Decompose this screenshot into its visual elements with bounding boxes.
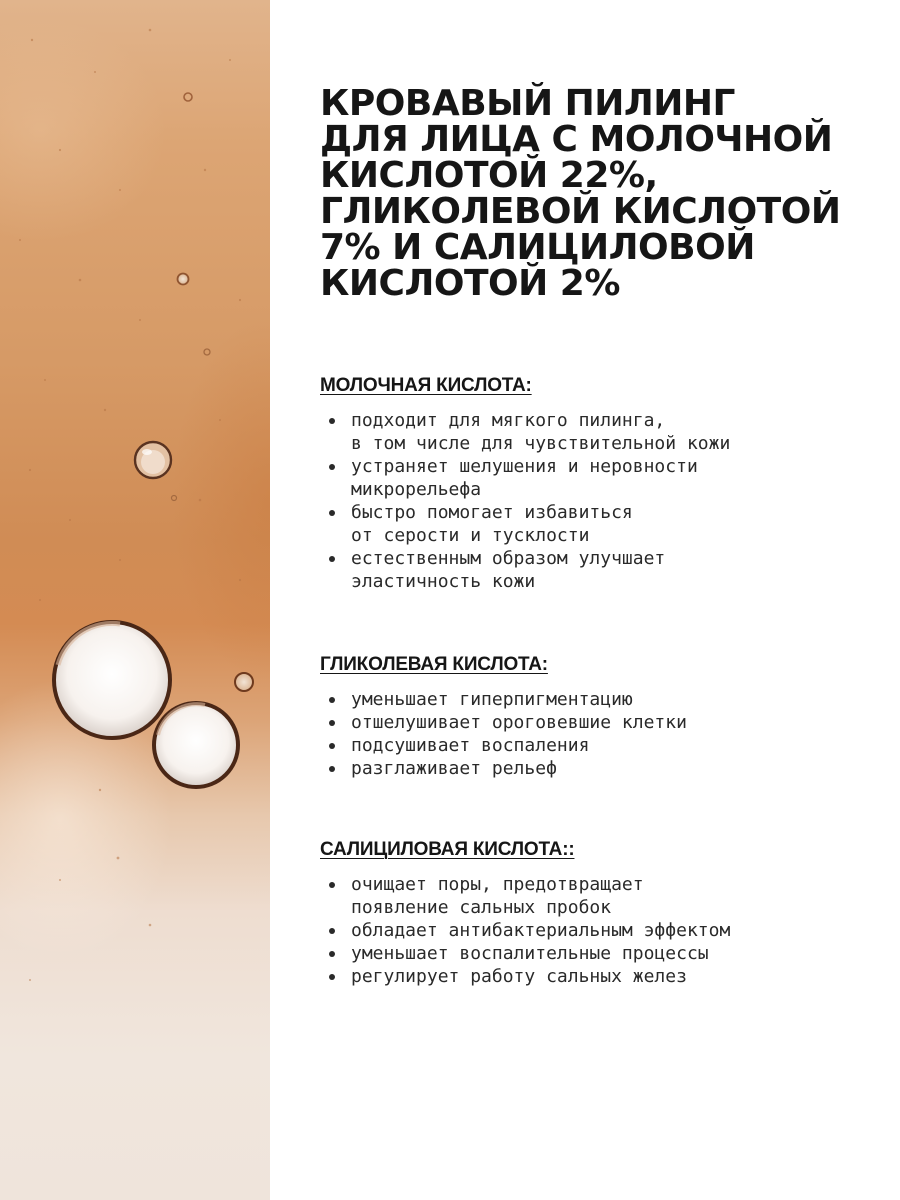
list-item-text: уменьшает гиперпигментацию — [351, 689, 633, 710]
list-item-text: обладает антибактериальным эффектом — [351, 920, 731, 941]
speckles — [19, 29, 241, 981]
title-line: КИСЛОТОЙ 2% — [320, 263, 620, 304]
medium-bubble — [135, 442, 171, 478]
list-item — [320, 873, 880, 919]
list-item-text: устраняет шелушения и неровности микрорельефа — [351, 456, 698, 500]
list-item-text: отшелушивает ороговевшие клетки — [351, 712, 687, 733]
title-line: ДЛЯ ЛИЦА С МОЛОЧНОЙ — [320, 119, 833, 160]
section-heading: САЛИЦИЛОВАЯ КИСЛОТА:: — [320, 839, 575, 860]
benefits-list — [320, 409, 880, 593]
list-item — [320, 547, 880, 593]
list-item — [320, 734, 880, 757]
bullet-icon — [329, 697, 335, 703]
list-item — [320, 965, 880, 988]
bullet-icon — [329, 720, 335, 726]
bullet-icon — [329, 743, 335, 749]
section-lactic-acid — [320, 375, 880, 593]
list-item-text: подходит для мягкого пилинга, в том числе для чувствительной кожи — [351, 410, 731, 454]
list-item — [320, 919, 880, 942]
list-item — [320, 455, 880, 501]
section-glycolic-acid — [320, 654, 880, 780]
list-item — [320, 757, 880, 780]
product-description — [320, 0, 880, 1200]
list-item — [320, 409, 880, 455]
title-line: КИСЛОТОЙ 22%, — [320, 155, 658, 196]
list-item-text: естественным образом улучшает эластичность кожи — [351, 548, 666, 592]
bullet-icon — [329, 974, 335, 980]
list-item-text: быстро помогает избавиться от серости и тусклости — [351, 502, 633, 546]
product-texture-photo — [0, 0, 270, 1200]
list-item — [320, 688, 880, 711]
bullet-icon — [329, 928, 335, 934]
bullet-icon — [329, 882, 335, 888]
list-item-text: разглаживает рельеф — [351, 758, 557, 779]
large-bubbles — [54, 622, 238, 787]
list-item-text: подсушивает воспаления — [351, 735, 590, 756]
list-item-text: уменьшает воспалительные процессы — [351, 943, 709, 964]
list-item — [320, 711, 880, 734]
page-title — [320, 83, 880, 304]
title-line: КРОВАВЫЙ ПИЛИНГ — [320, 83, 735, 124]
benefits-list — [320, 688, 880, 780]
bullet-icon — [329, 556, 335, 562]
list-item — [320, 501, 880, 547]
benefits-list — [320, 873, 880, 988]
title-line: 7% И САЛИЦИЛОВОЙ — [320, 227, 755, 268]
bullet-icon — [329, 951, 335, 957]
section-heading: МОЛОЧНАЯ КИСЛОТА: — [320, 375, 532, 396]
list-item-text: очищает поры, предотвращает появление сальных пробок — [351, 874, 644, 918]
title-line: ГЛИКОЛЕВОЙ КИСЛОТОЙ — [320, 191, 841, 232]
list-item-text: регулирует работу сальных желез — [351, 966, 687, 987]
section-heading: ГЛИКОЛЕВАЯ КИСЛОТА: — [320, 654, 548, 675]
section-salicylic-acid — [320, 839, 880, 988]
bubbles-illustration — [0, 0, 270, 1200]
tiny-bubbles — [172, 93, 254, 691]
bullet-icon — [329, 418, 335, 424]
list-item — [320, 942, 880, 965]
bullet-icon — [329, 766, 335, 772]
bullet-icon — [329, 510, 335, 516]
bullet-icon — [329, 464, 335, 470]
